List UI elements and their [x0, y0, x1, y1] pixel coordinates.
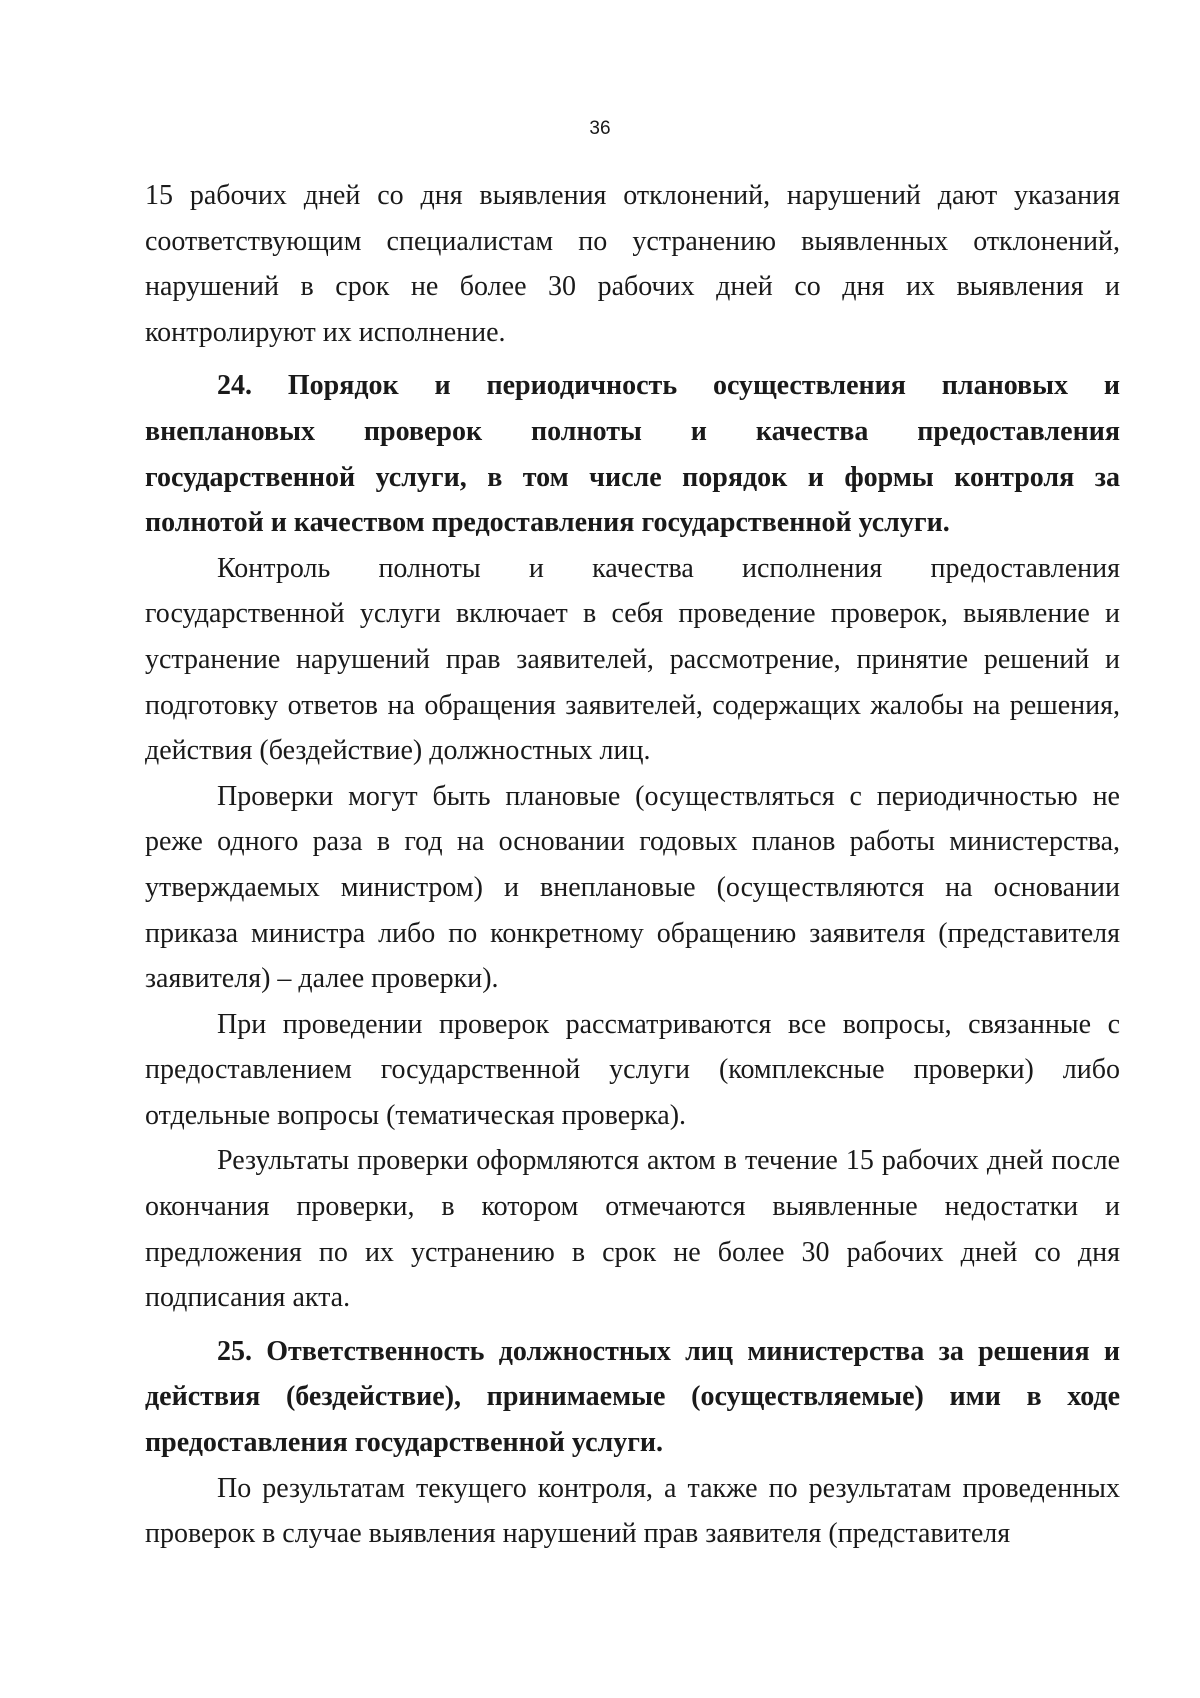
paragraph-inspection-results: Результаты проверки оформляются актом в течение 15 рабочих дней после окончания проверки, в котором отмечаются выявленные недостатки и предложения по их устранению в срок не более 30 рабочих дней со дня подписания акта.	[145, 1145, 1120, 1314]
section-heading-24: 24. Порядок и периодичность осуществления плановых и внеплановых проверок полноты и качества предоставления государственной услуги, в том числе порядок и формы контроля за полнотой и качеством предоставления государственной услуги.	[145, 370, 1120, 539]
document-body	[145, 173, 1120, 1557]
paragraph-control-results: По результатам текущего контроля, а также по результатам проведенных проверок в случае выявления нарушений прав заявителя (представителя	[145, 1472, 1120, 1550]
paragraph-inspection-types: Проверки могут быть плановые (осуществляться с периодичностью не реже одного раза в год на основании годовых планов работы министерства, утверждаемых министром) и внеплановые (осуществляются на основании приказа министра либо по конкретному обращению заявителя (представителя заявителя) – далее проверки).	[145, 780, 1120, 995]
paragraph-control-scope: Контроль полноты и качества исполнения предоставления государственной услуги включает в себя проведение проверок, выявление и устранение нарушений прав заявителей, рассмотрение, принятие решений и подготовку ответов на обращения заявителей, содержащих жалобы на решения, действия (бездействие) должностных лиц.	[145, 552, 1120, 767]
page-number: 36	[589, 118, 611, 139]
paragraph-inspection-questions: При проведении проверок рассматриваются все вопросы, связанные с предоставлением государственной услуги (комплексные проверки) либо отдельные вопросы (тематическая проверка).	[145, 1008, 1120, 1131]
paragraph-continuation: 15 рабочих дней со дня выявления отклонений, нарушений дают указания соответствующим специалистам по устранению выявленных отклонений, нарушений в срок не более 30 рабочих дней со дня их выявления и контролируют их исполнение.	[145, 180, 1120, 348]
section-heading-25: 25. Ответственность должностных лиц министерства за решения и действия (бездействие), принимаемые (осуществляемые) ими в ходе предоставления государственной услуги.	[145, 1335, 1120, 1459]
